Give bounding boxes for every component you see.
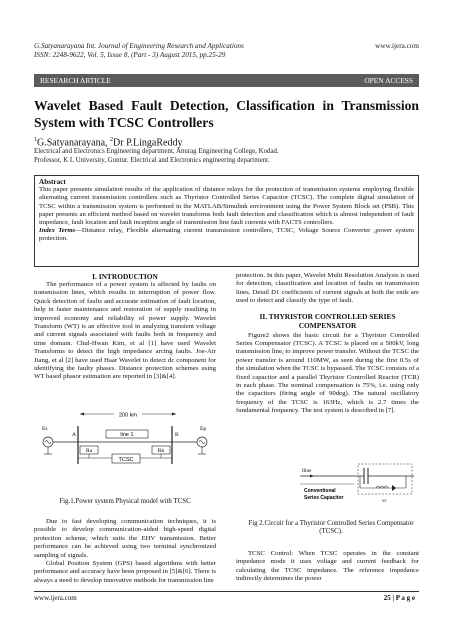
abstract-text: This paper presents simulation results of the application of distance relays for the protection of transmission systems employing flexible alternating current transmission controllers such as Thyristor Controlled Series Capacitor (TCSC). The complete digital simulation of TCSC within a transmission system is performed in the MATLAB/Simulink environment using the Power System Block set (PSB). This paper presents an efficient method based on wavelet transforms both fault detection and classification which is almost independent of fault impedance, fault location and fault inception angle of transmission line fault currents with FACTS controllers. [39,186,414,227]
fig1-source-right-label: Ep [200,426,207,432]
author1-name: G.Satyanarayana, [37,137,111,149]
fig2-diagram [296,462,418,514]
paper-title: Wavelet Based Fault Detection, Classification in Transmission System with TCSC Controllers [34,98,419,130]
footer-site[interactable]: www.ijera.com [34,594,77,602]
affiliation-2: Professor, K L University, Guntur. Electrical and Electronics engineering department. [34,156,270,164]
tcsc-control-paragraph: TCSC Control: When TCSC operates in the constant impedance mode it uses voltage and current feedback for calculating the TCSC impedance. The reference impedance indirectly determines the power [236,550,419,583]
index-terms-label: Index Terms [39,227,76,235]
fig1-relay-b-label: Rb [157,448,165,454]
fig2-tcsc-boundary [358,464,412,494]
fig1-bus-a: A [72,432,76,438]
open-access-label: OPEN ACCESS [364,76,413,85]
fig1-diagram [34,406,216,486]
fig2-conv-label-1: Conventional [304,488,336,494]
figure-2 [296,462,418,514]
footer-rule [34,591,419,592]
fig2-caption: Fig 2.Circuit for a Thyristor Controlled Series Compensator (TCSC). [248,520,414,536]
affiliation-1: Electrical and Electronics Engineering department, Anurag Engineering College, Kodad. [34,148,279,155]
fig1-source-left-label: Es [42,426,48,432]
intro-paragraph-1: The performance of a power system is affected by faults on transmission lines, which results in interruption of power flow. Quick detection of faults and accurate estimation of fault location, help in faster maintenance and restoration of supply resulting in improved economy and reliability of power supply. Wavelet Transform (WT) is an effective tool in analyzing transient voltage and current signals associated with faults both in frequency and time domain. Chul-Hwan Kim, et al [1] have used Wavelet Transforms to detect the high impedance arcing faults. Joe-Air Jiang, et al [2] have used Haar Wavelet to detect dc component for identifying the faulty phases. Distance protection schemes using WT based phasor estimation are reported in [3]&[4]. [34,281,216,381]
index-terms-text: —Distance relay, Flexible alternating current transmission controllers, TCSC, Voltage Source Converter ,power system protection. [39,227,414,243]
fig1-relay-a-label: Ra [85,448,93,454]
intro-paragraph-continued: protection. In this paper, Wavelet Multi Resolution Analysis is used for detection, classification and location of faults on transmission lines. Detail D1 coefficients of current signals at both the ends are used to detect and classify the type of fault. [236,272,419,305]
fig2-iline-label: Iline [302,469,312,474]
author2-name: Dr P.LingaReddy [113,137,183,149]
abstract-box [34,175,419,267]
section-tcsc-heading: II. THYRISTOR CONTROLLED SERIES COMPENSATOR [259,311,396,330]
author2-affil-mark: 2 [110,137,114,143]
fig2-conv-label-2: Series Capacitor [304,495,344,501]
fig1-caption: Fig.1.Power system Physical model with TCSC [59,498,191,505]
page-number: 25 | P a g e [383,594,415,602]
intro-paragraph-3: Global Position System (GPS) based algorithms with better performance and accuracy have been proposed in [5]&[6]. There is always a need to develop innovative methods for transmission line [34,560,216,584]
abstract-label: Abstract [39,178,66,186]
right-column-bottom [236,550,419,584]
section-intro-heading: I. INTRODUCTION [92,272,158,281]
article-type-band [34,74,419,87]
right-column-top [236,272,419,416]
affiliations [34,148,419,165]
left-column-top [34,272,216,382]
journal-header [34,42,419,60]
page-footer [34,594,419,603]
figure-1 [34,406,216,486]
left-column-bottom [34,518,216,585]
journal-site[interactable]: www.ijera.com [375,42,419,50]
fig1-bus-b: B [175,432,179,438]
journal-issn: ISSN: 2248-9622, Vol. 5, Issue 8, (Part - 3) August 2015, pp.25-29 [34,51,226,59]
tcsc-paragraph: Figure2 shows the basic circuit for a Thyristor Controlled Series Compensator (TCSC). A TCSC is placed on a 500kV, long transmission line, to improve power transfer. Without the TCSC the power transfer is around 110MW, as seen during the first 0.5s of the simulation when the TCSC is bypassed. The TCSC consists of a fixed capacitor and a parallel Thyristor Controlled Reactor (TCR) in each phase. The nominal compensation is 75%, i.e. using only the capacitors (firing angle of 90deg). The natural oscillatory frequency of the TCSC is 163Hz, which is 2.7 times the fundamental frequency. The test system is described in [7]. [236,331,419,415]
author1-affil-mark: 1 [34,137,37,143]
research-article-label: RESEARCH ARTICLE [40,76,111,85]
fig1-tcsc-label: TCSC [118,456,134,463]
intro-paragraph-2: Due to fast developing communication techniques, it is possible to develop communication-aided high-speed digital protection scheme, which suits the EHV transmission. Better performance can be achieved using two terminal synchronized sampling of signals. [34,518,216,559]
fig2-thyristor-icon [392,485,396,491]
fig1-distance-label: 200 km [118,412,138,419]
journal-citation: G.Satyanarayana Int. Journal of Engineering Research and Applications [34,42,244,50]
fig1-line-label: line 1 [120,432,134,438]
fig2-vc-label: vc [382,499,387,504]
